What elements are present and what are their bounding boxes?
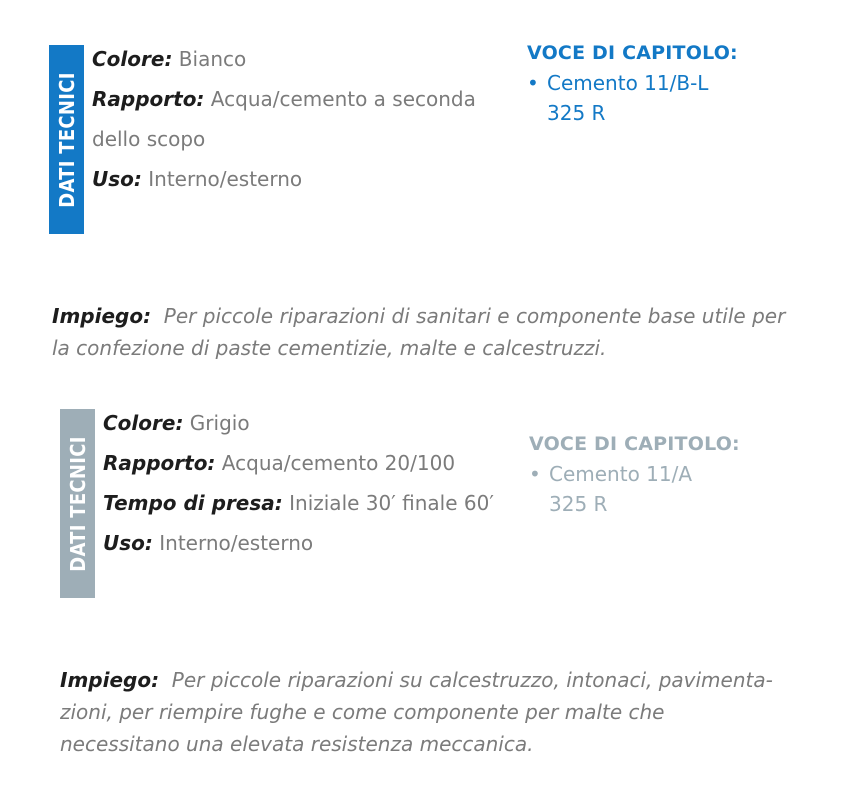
spec-colore-1 <box>92 39 476 79</box>
spec-uso-1 <box>92 159 476 199</box>
voce-di-capitolo-2 <box>529 429 740 519</box>
spec-label: Rapporto: <box>103 451 216 475</box>
dati-tecnici-label-1: DATI TECNICI <box>54 71 79 208</box>
spec-value: dello scopo <box>92 127 206 151</box>
voce-title-2: VOCE DI CAPITOLO: <box>529 433 740 455</box>
voce-item-2 <box>529 459 740 489</box>
spec-label: Uso: <box>92 167 142 191</box>
voce-title-1: VOCE DI CAPITOLO: <box>527 42 738 64</box>
spec-rapporto-2 <box>103 443 494 483</box>
spec-label: Uso: <box>103 531 153 555</box>
spec-value: Acqua/cemento 20/100 <box>215 451 456 475</box>
bullet-icon: • <box>529 462 541 486</box>
spec-value: Interno/esterno <box>152 531 314 555</box>
voce-item-line2-1: 325 R <box>547 101 606 125</box>
spec-label: Colore: <box>103 411 184 435</box>
impiego-2 <box>60 664 773 760</box>
spec-list-1 <box>92 39 476 199</box>
spec-label: Tempo di presa: <box>103 491 283 515</box>
spec-uso-2 <box>103 523 494 563</box>
impiego-text: Per piccole riparazioni su calcestruzzo, intonaci, pavimenta- <box>171 668 773 692</box>
bullet-icon: • <box>527 71 539 95</box>
impiego-line2: zioni, per riempire fughe e come componente per malte che <box>60 700 665 724</box>
spec-value: Bianco <box>172 47 247 71</box>
impiego-1 <box>52 300 785 364</box>
spec-value: Acqua/cemento a seconda <box>204 87 476 111</box>
impiego-line1 <box>52 300 785 332</box>
spec-value: Interno/esterno <box>141 167 303 191</box>
spec-list-2 <box>103 403 494 563</box>
impiego-line1 <box>60 664 773 696</box>
spec-rapporto-cont-1 <box>92 119 476 159</box>
impiego-line3: necessitano una elevata resistenza meccanica. <box>60 732 534 756</box>
impiego-text: Per piccole riparazioni di sanitari e componente base utile per <box>163 304 786 328</box>
spec-value: Iniziale 30′ finale 60′ <box>282 491 494 515</box>
dati-tecnici-bar-2 <box>60 409 95 598</box>
spec-colore-2 <box>103 403 494 443</box>
voce-item-line2-2: 325 R <box>549 492 608 516</box>
impiego-label: Impiego: <box>52 304 152 328</box>
spec-value: Grigio <box>183 411 250 435</box>
spec-label: Colore: <box>92 47 173 71</box>
spec-rapporto-1 <box>92 79 476 119</box>
voce-di-capitolo-1 <box>527 38 738 128</box>
spec-label: Rapporto: <box>92 87 205 111</box>
impiego-line2: la confezione di paste cementizie, malte e calcestruzzi. <box>52 336 607 360</box>
voce-item-line1: Cemento 11/A <box>549 462 693 486</box>
voce-item-line1: Cemento 11/B-L <box>547 71 709 95</box>
dati-tecnici-label-2: DATI TECNICI <box>65 435 90 572</box>
impiego-label: Impiego: <box>60 668 160 692</box>
voce-item-1 <box>527 68 738 98</box>
dati-tecnici-bar-1 <box>49 45 84 234</box>
spec-tempo-di-presa-2 <box>103 483 494 523</box>
